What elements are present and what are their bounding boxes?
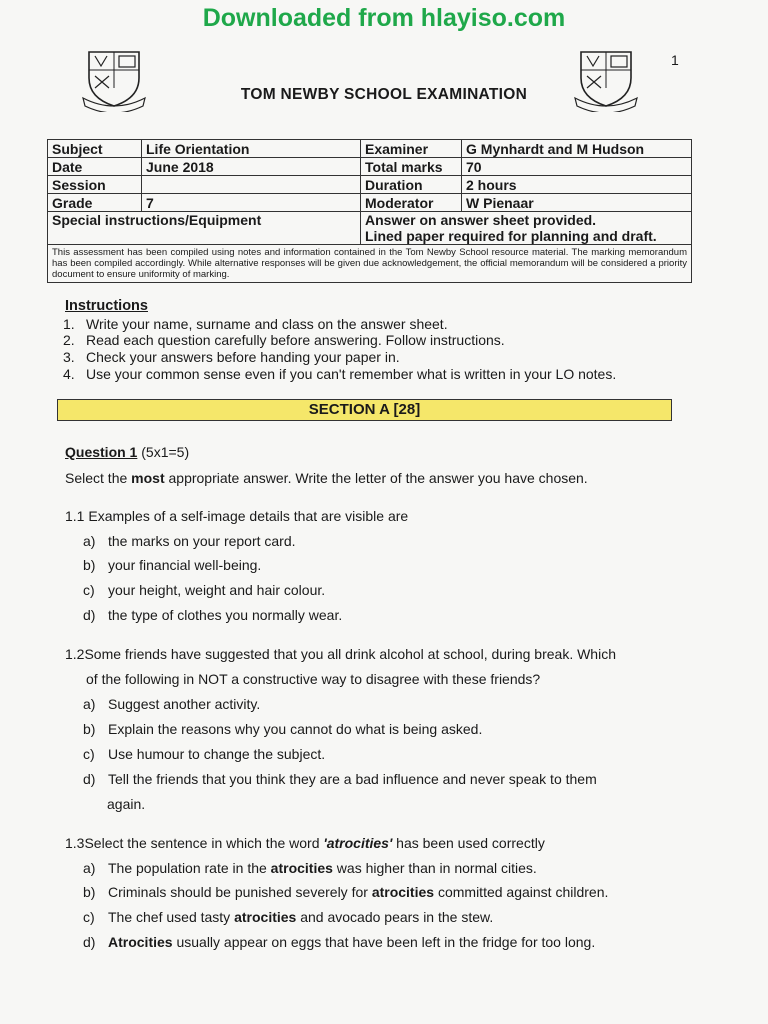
examiner-label: Examiner bbox=[361, 140, 462, 158]
option-text: the marks on your report card. bbox=[108, 533, 296, 549]
instruction-item bbox=[63, 366, 683, 382]
question-1-1 bbox=[65, 508, 408, 524]
option-text: your height, weight and hair colour. bbox=[108, 582, 326, 598]
question-text: Select the sentence in which the word bbox=[84, 835, 324, 851]
option bbox=[83, 696, 260, 712]
option-text: committed against children. bbox=[434, 884, 609, 900]
total-marks-value: 70 bbox=[462, 158, 692, 176]
moderator-value: W Pienaar bbox=[462, 194, 692, 212]
grade-label: Grade bbox=[48, 194, 142, 212]
instruction-number: 1. bbox=[63, 316, 75, 332]
option bbox=[83, 771, 597, 787]
subject-label: Subject bbox=[48, 140, 142, 158]
option-text: Tell the friends that you think they are a bad influence and never speak to them bbox=[108, 771, 597, 787]
exam-title: TOM NEWBY SCHOOL EXAMINATION bbox=[240, 86, 528, 103]
exam-info-table bbox=[47, 139, 692, 283]
option bbox=[83, 884, 608, 900]
instruction-text: Write your name, surname and class on the answer sheet. bbox=[86, 316, 448, 332]
option-letter: b) bbox=[83, 884, 96, 900]
option-emphasis: atrocities bbox=[371, 884, 435, 900]
option-text: the type of clothes you normally wear. bbox=[108, 607, 343, 623]
examiner-value: G Mynhardt and M Hudson bbox=[462, 140, 692, 158]
assessment-note: This assessment has been compiled using notes and information contained in the Tom Newby School resource material. The marking memorandum has been compiled accordingly. While alternative responses will be given due acknowledgement, the official memorandum will be considered a priority document to ensure uniformity of marking. bbox=[48, 245, 692, 283]
special-instructions-line: Answer on answer sheet provided. bbox=[365, 212, 597, 228]
option bbox=[83, 909, 493, 925]
subject-value: Life Orientation bbox=[142, 140, 361, 158]
option-letter: c) bbox=[83, 909, 95, 925]
option bbox=[83, 721, 482, 737]
option bbox=[83, 533, 296, 549]
question-1-3 bbox=[65, 835, 545, 851]
option bbox=[83, 557, 261, 573]
intro-text: appropriate answer. Write the letter of the answer you have chosen. bbox=[164, 470, 588, 486]
option-letter: b) bbox=[83, 721, 96, 737]
instruction-item bbox=[63, 349, 683, 365]
instruction-item bbox=[63, 332, 683, 348]
option bbox=[83, 860, 537, 876]
option-letter: b) bbox=[83, 557, 96, 573]
session-label: Session bbox=[48, 176, 142, 194]
session-value bbox=[142, 176, 361, 194]
instruction-text: Check your answers before handing your paper in. bbox=[86, 349, 400, 365]
question-1-2 bbox=[65, 646, 616, 662]
option-letter: a) bbox=[83, 533, 96, 549]
date-value: June 2018 bbox=[142, 158, 361, 176]
instruction-item bbox=[63, 316, 683, 332]
option-letter: d) bbox=[83, 934, 96, 950]
option bbox=[83, 607, 342, 623]
special-instructions-line: Lined paper required for planning and draft. bbox=[365, 228, 657, 244]
question-1-marks: (5x1=5) bbox=[141, 444, 190, 460]
instruction-number: 2. bbox=[63, 332, 75, 348]
option-letter: c) bbox=[83, 582, 95, 598]
question-1-heading bbox=[65, 444, 189, 460]
question-1-intro bbox=[65, 470, 588, 486]
instruction-number: 3. bbox=[63, 349, 75, 365]
option-letter: d) bbox=[83, 607, 96, 623]
option-text: Explain the reasons why you cannot do what is being asked. bbox=[108, 721, 483, 737]
section-a-banner: SECTION A [28] bbox=[57, 399, 672, 421]
key-word: 'atrocities' bbox=[323, 835, 393, 851]
option-text: The chef used tasty bbox=[108, 909, 235, 925]
question-number: 1.2 bbox=[65, 646, 85, 662]
instruction-text: Use your common sense even if you can't remember what is written in your LO notes. bbox=[86, 366, 617, 382]
duration-label: Duration bbox=[361, 176, 462, 194]
moderator-label: Moderator bbox=[361, 194, 462, 212]
special-instructions-label: Special instructions/Equipment bbox=[48, 212, 361, 245]
option-letter: a) bbox=[83, 696, 96, 712]
option-emphasis: Atrocities bbox=[108, 934, 173, 950]
option-letter: d) bbox=[83, 771, 96, 787]
total-marks-label: Total marks bbox=[361, 158, 462, 176]
option-text: Criminals should be punished severely for bbox=[108, 884, 372, 900]
question-number: 1.1 bbox=[65, 508, 85, 524]
option-text: your financial well-being. bbox=[108, 557, 262, 573]
option-text: and avocado pears in the stew. bbox=[296, 909, 494, 925]
intro-text: Select the bbox=[65, 470, 132, 486]
option bbox=[83, 934, 595, 950]
date-label: Date bbox=[48, 158, 142, 176]
option-emphasis: atrocities bbox=[234, 909, 297, 925]
question-text: Examples of a self-image details that are visible are bbox=[88, 508, 409, 524]
question-text: Some friends have suggested that you all drink alcohol at school, during break. Which bbox=[84, 646, 616, 662]
option-text: The population rate in the bbox=[108, 860, 271, 876]
instruction-number: 4. bbox=[63, 366, 75, 382]
question-1-title: Question 1 bbox=[65, 444, 138, 460]
question-text: has been used correctly bbox=[392, 835, 545, 851]
page-number: 1 bbox=[671, 52, 679, 68]
option bbox=[83, 746, 325, 762]
option-emphasis: atrocities bbox=[270, 860, 333, 876]
grade-value: 7 bbox=[142, 194, 361, 212]
option-letter: a) bbox=[83, 860, 96, 876]
option-text: Use humour to change the subject. bbox=[108, 746, 326, 762]
question-text-cont: of the following in NOT a constructive way to disagree with these friends? bbox=[86, 671, 541, 687]
option-text: usually appear on eggs that have been left in the fridge for too long. bbox=[172, 934, 596, 950]
question-number: 1.3 bbox=[65, 835, 85, 851]
instructions-heading: Instructions bbox=[65, 298, 148, 314]
duration-value: 2 hours bbox=[462, 176, 692, 194]
intro-emphasis: most bbox=[131, 470, 165, 486]
option-text-cont: again. bbox=[107, 796, 146, 812]
option-text: Suggest another activity. bbox=[108, 696, 261, 712]
instruction-text: Read each question carefully before answering. Follow instructions. bbox=[86, 332, 505, 348]
option-text: was higher than in normal cities. bbox=[332, 860, 537, 876]
download-banner: Downloaded from hlayiso.com bbox=[202, 4, 566, 32]
option-letter: c) bbox=[83, 746, 95, 762]
option bbox=[83, 582, 325, 598]
special-instructions-value bbox=[361, 212, 692, 245]
